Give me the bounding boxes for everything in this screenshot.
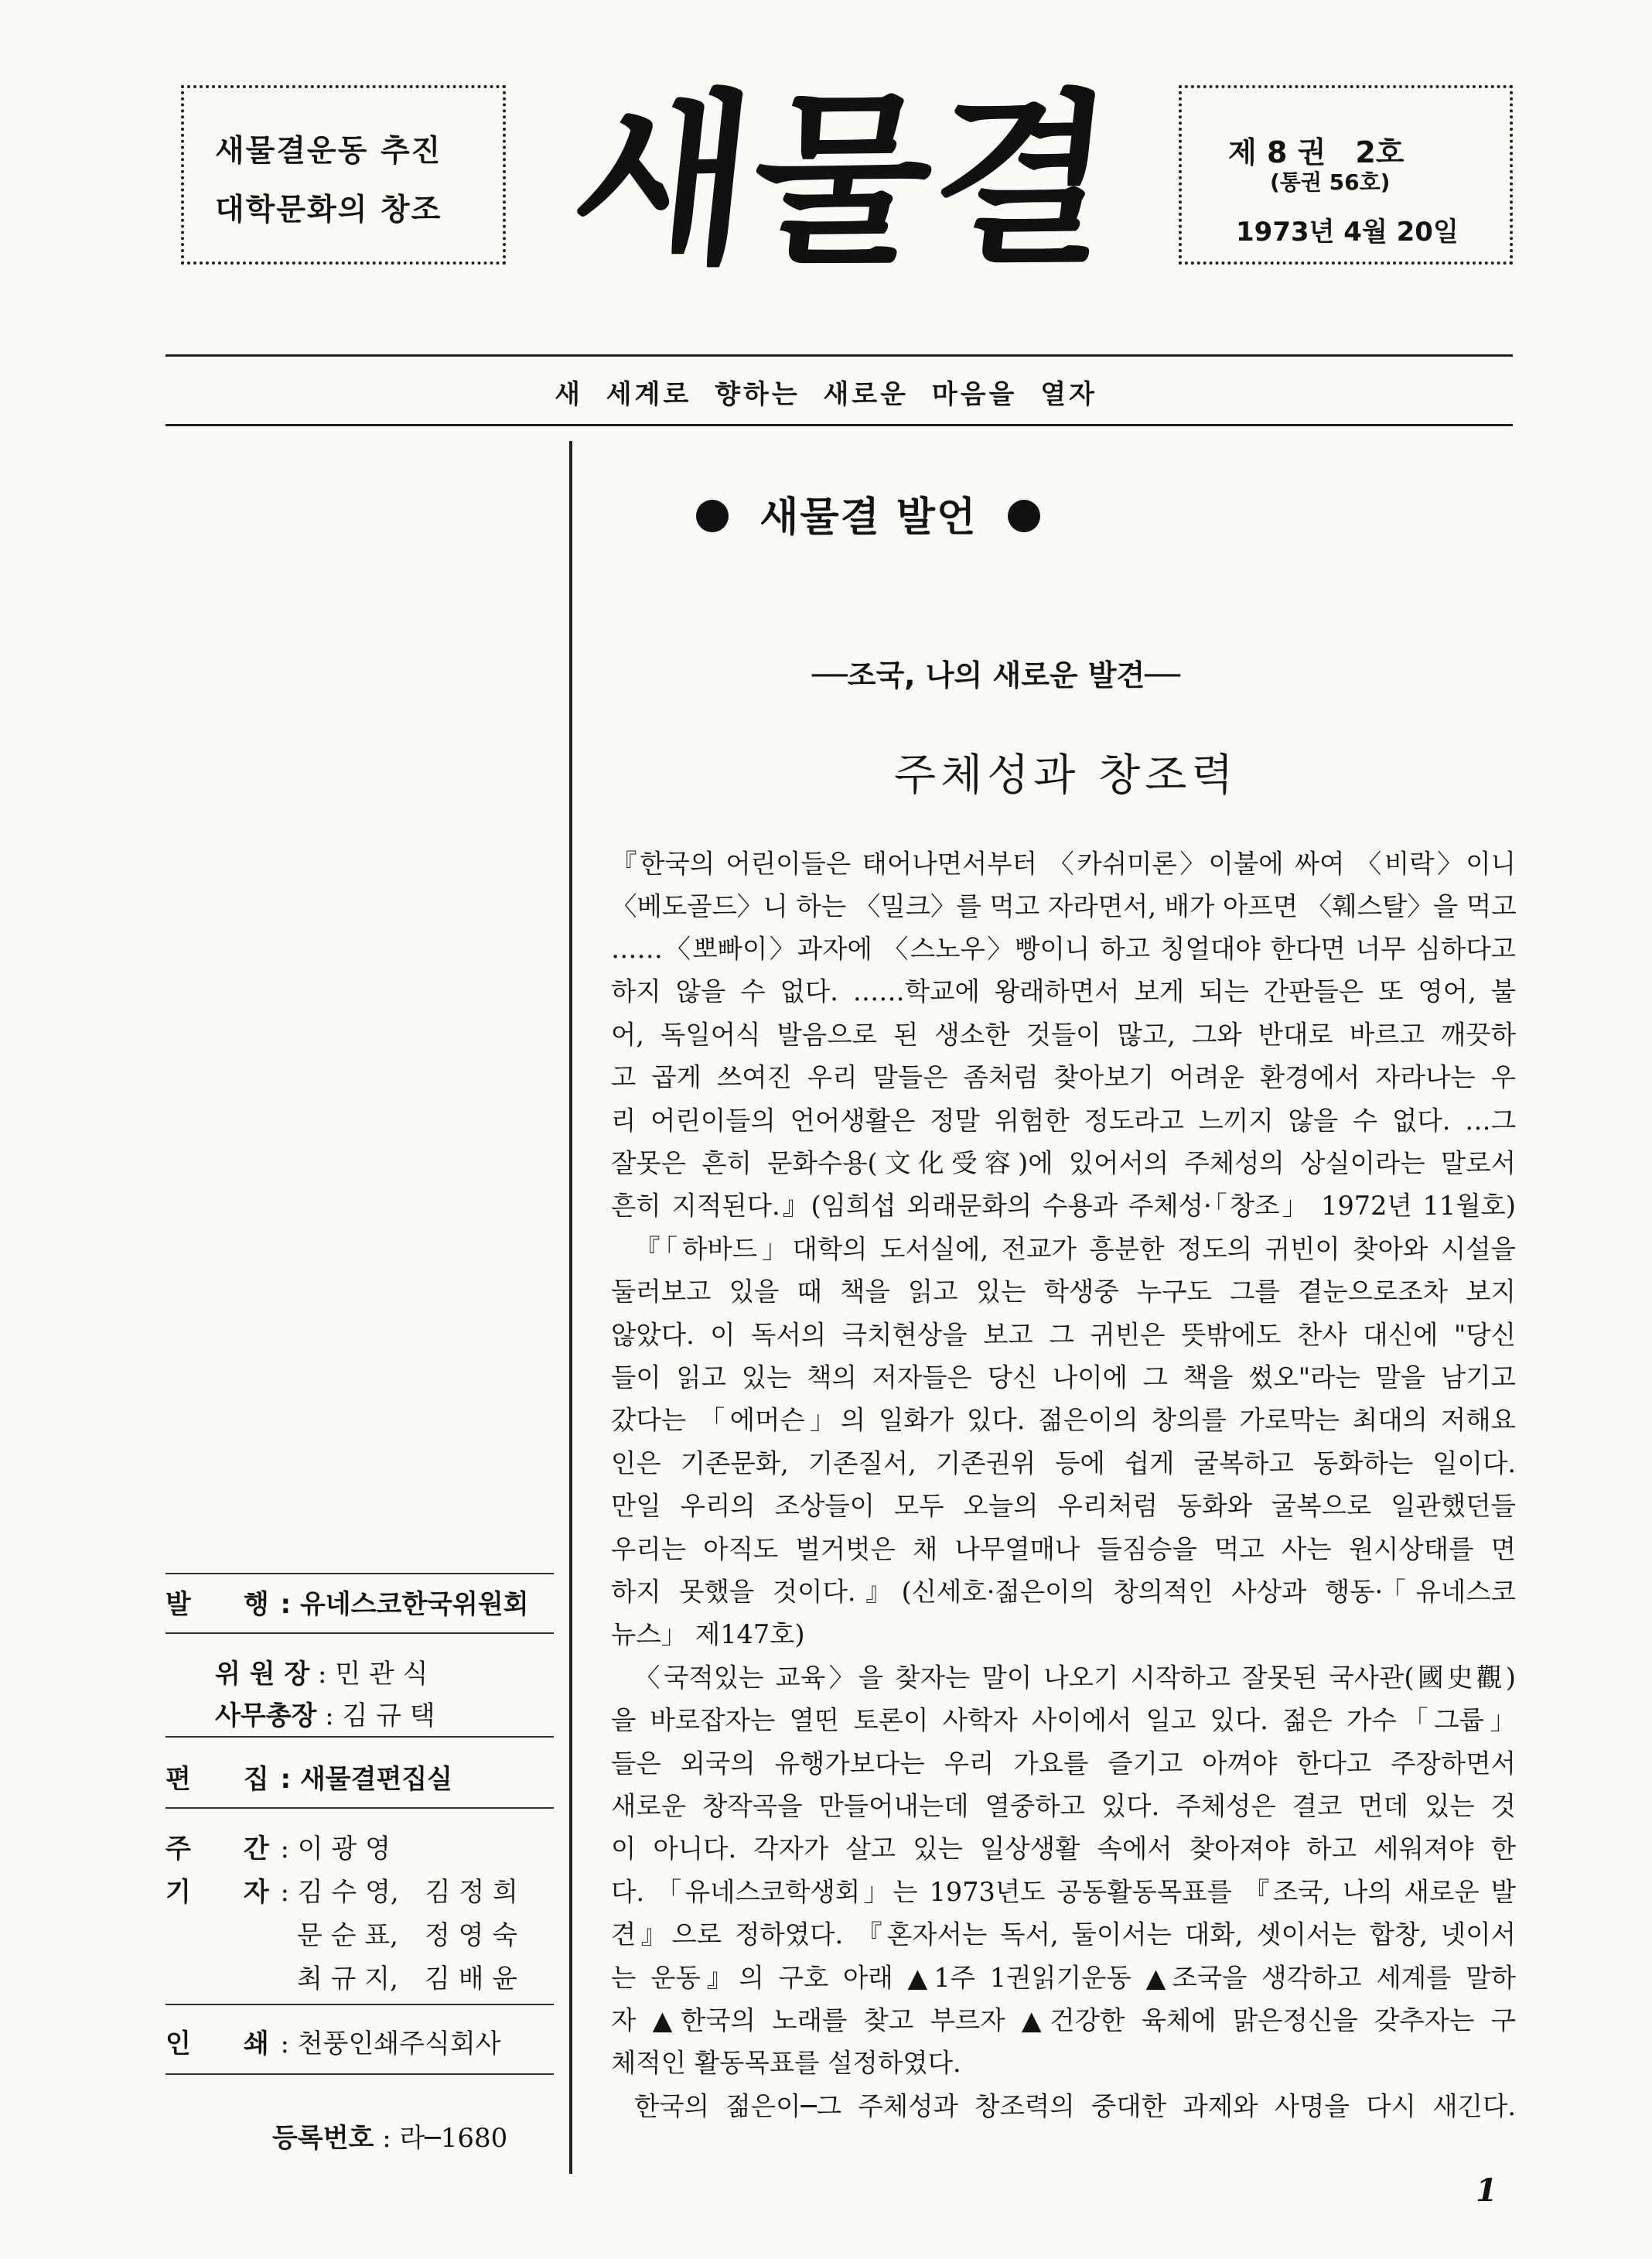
body-line: 하지 않을 수 없다. ……학교에 왕래하면서 보게 되는 간판들은 또 영어, 불	[611, 976, 1516, 1006]
colophon-value: : 이 광 영	[280, 1834, 391, 1864]
body-line: 고 곱게 쓰여진 우리 말들은 좀처럼 찾아보기 어려운 환경에서 자라나는 우	[611, 1062, 1516, 1092]
body-line: 않았다. 이 독서의 극치현상을 보고 그 귀빈은 뜻밖에도 찬사 대신에 "당신	[611, 1320, 1516, 1350]
body-line: 잘못은 흔히 문화수용(文化受容)에 있어서의 주체성의 상실이라는 말로서	[611, 1148, 1516, 1178]
colophon-key: 인 쇄	[166, 2028, 269, 2059]
colophon-printer	[166, 2022, 501, 2060]
article-subhead: ──조국, 나의 새로운 발견──	[812, 658, 1181, 692]
body-line: 새로운 창작곡을 만들어내는데 열중하고 있다. 주체성은 결코 먼데 있는 것	[611, 1791, 1516, 1821]
colophon-key: 사무총장	[215, 1700, 317, 1731]
issue-volume: 제 8 권 2호	[1228, 135, 1405, 169]
bullet-icon	[696, 500, 729, 532]
colophon-value: : 민 관 식	[318, 1659, 428, 1690]
body-line: 하지 못했을 것이다.』(신세호·젊은이의 창의적인 사상과 행동·「유네스코	[611, 1577, 1516, 1607]
body-line: 한국의 젊은이─그 주체성과 창조력의 중대한 과제와 사명을 다시 새긴다.	[634, 2091, 1516, 2121]
issue-info-box	[1179, 85, 1513, 265]
body-line: 뉴스」 제147호)	[611, 1619, 805, 1649]
body-line: 갔다는 「에머슨」의 일화가 있다. 젊은이의 창의를 가로막는 최대의 저해요	[611, 1405, 1516, 1435]
colophon-secgen	[215, 1694, 435, 1732]
colophon-rule	[166, 1573, 554, 1574]
body-line: 이 아니다. 각자가 살고 있는 일상생활 속에서 찾아져야 하고 세워져야 한	[611, 1834, 1516, 1864]
issue-serial: (통권 56호)	[1270, 169, 1391, 195]
colophon-value: : 천풍인쇄주식회사	[280, 2028, 501, 2059]
issue-date: 1973년 4월 20일	[1236, 217, 1459, 248]
slogan-line-2: 대학문화의 창조	[215, 193, 442, 227]
body-line: 체적인 활동목표를 설정하였다.	[611, 2048, 961, 2078]
colophon-key: 기 자	[166, 1877, 269, 1908]
section-title	[696, 484, 1040, 542]
colophon-publisher	[166, 1583, 529, 1621]
colophon-chairman	[215, 1652, 428, 1690]
colophon-reporter-3: 최 규 지, 김 배 윤	[297, 1963, 518, 1994]
header-rule-top	[166, 354, 1513, 357]
body-line: 우리는 아직도 벌거벗은 채 나무열매나 들짐승을 먹고 사는 원시상태를 면	[611, 1534, 1516, 1564]
body-line: 들이 읽고 있는 책의 저자들은 당신 나이에 그 책을 썼오"라는 말을 남기고	[611, 1362, 1516, 1393]
body-line: 다. 「유네스코학생회」는 1973년도 공동활동목표를 『조국, 나의 새로운 발	[611, 1877, 1516, 1907]
body-line: 『「하바드」대학의 도서실에, 전교가 흥분한 정도의 귀빈이 찾아와 시설을	[634, 1234, 1516, 1264]
page-number: 1	[1476, 2172, 1497, 2209]
column-divider	[569, 441, 572, 2174]
colophon-rule	[166, 1632, 554, 1634]
colophon-key: 편 집	[166, 1764, 269, 1795]
colophon-editor	[166, 1758, 452, 1796]
header-rule-bottom	[166, 424, 1513, 426]
section-title-text: 새물결 발언	[759, 494, 978, 541]
colophon-key: 주 간	[166, 1834, 269, 1864]
slogan-box	[181, 85, 506, 265]
colophon-value: : 김 수 영, 김 정 희	[280, 1877, 518, 1908]
body-line: 둘러보고 있을 때 책을 읽고 있는 학생중 누구도 그를 곁눈으로조차 보지	[611, 1276, 1516, 1307]
colophon-key: 등록번호	[272, 2123, 374, 2154]
bullet-icon	[1008, 500, 1040, 532]
colophon-registration	[272, 2117, 507, 2155]
colophon-key: 발 행	[166, 1589, 269, 1620]
body-line: 들은 외국의 유행가보다는 우리 가요를 즐기고 아껴야 한다고 주장하면서	[611, 1748, 1516, 1779]
colophon-rule	[166, 2004, 554, 2005]
masthead-logo: 새물결	[562, 74, 1124, 289]
body-line: 만일 우리의 조상들이 모두 오늘의 우리처럼 동화와 굴복으로 일관했던들	[611, 1491, 1516, 1521]
colophon-value: : 라─1680	[382, 2123, 508, 2154]
colophon-rule	[166, 2073, 554, 2075]
body-line: 을 바로잡자는 열띤 토론이 사학자 사이에서 일고 있다. 젊은 가수「그룹」	[611, 1705, 1516, 1735]
body-line: 『한국의 어린이들은 태어나면서부터 〈카쉬미론〉이불에 싸여 〈비락〉이니	[611, 849, 1516, 879]
colophon-value: : 유네스코한국위원회	[280, 1589, 529, 1620]
colophon-rule	[166, 1807, 554, 1809]
body-line: 자 ▲한국의 노래를 찾고 부르자 ▲건강한 육체에 맑은정신을 갖추자는 구	[611, 2005, 1516, 2035]
body-line: 흔히 지적된다.』(임희섭 외래문화의 수용과 주체성·「창조」 1972년 11월호)	[611, 1191, 1516, 1221]
colophon-reporter-2: 문 순 표, 정 영 숙	[297, 1920, 518, 1951]
body-line: 리 어린이들의 언어생활은 정말 위험한 정도라고 느끼지 않을 수 없다. …그	[611, 1106, 1516, 1136]
colophon-reporter	[166, 1871, 518, 1909]
body-line: 인은 기존문화, 기존질서, 기존권위 등에 쉽게 굴복하고 동화하는 일이다.	[611, 1448, 1516, 1478]
colophon-value: : 김 규 택	[325, 1700, 435, 1731]
colophon-value: : 새물결편집실	[280, 1764, 453, 1795]
colophon-rule	[166, 1736, 554, 1738]
motto: 새 세계로 향하는 새로운 마음을 열자	[555, 379, 1097, 410]
article-title: 주체성과 창조력	[894, 750, 1238, 801]
body-line: ……〈뽀빠이〉과자에 〈스노우〉빵이니 하고 칭얼대야 한다면 너무 심하다고	[611, 934, 1516, 964]
colophon-key: 위 원 장	[215, 1659, 310, 1690]
colophon-chief	[166, 1827, 391, 1865]
slogan-line-1: 새물결운동 추진	[215, 134, 442, 169]
body-line: 는 운동』의 구호 아래 ▲1주 1권읽기운동 ▲조국을 생각하고 세계를 말하	[611, 1963, 1516, 1993]
body-line: 〈국적있는 교육〉을 찾자는 말이 나오기 시작하고 잘못된 국사관(國史觀)	[634, 1663, 1516, 1693]
body-line: 어, 독일어식 발음으로 된 생소한 것들이 많고, 그와 반대로 바르고 깨끗하	[611, 1020, 1516, 1050]
body-line: 견』으로 정하였다. 『혼자서는 독서, 둘이서는 대화, 셋이서는 합창, 넷이서	[611, 1919, 1516, 1950]
body-line: 〈베도골드〉니 하는 〈밀크〉를 먹고 자라면서, 배가 아프면 〈훼스탈〉을 먹고	[611, 891, 1517, 921]
